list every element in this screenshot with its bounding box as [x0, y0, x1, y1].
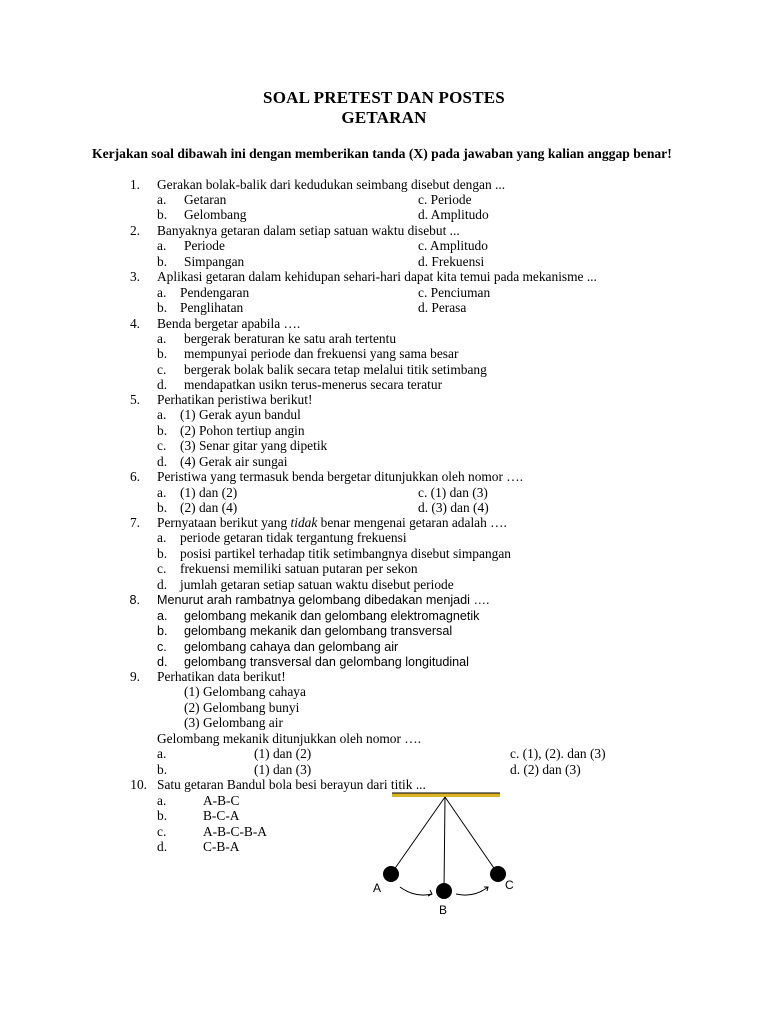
question-number: 6. [129, 469, 140, 484]
option-letter: a. [157, 485, 167, 500]
question-number: 3. [129, 269, 140, 284]
pendulum-support [392, 793, 500, 797]
option-letter: c. [157, 561, 167, 576]
question-text: Gelombang mekanik ditunjukkan oleh nomor …. [157, 731, 422, 746]
option-letter: a. [157, 331, 167, 346]
option-text: jumlah getaran setiap satuan waktu disebut periode [180, 577, 454, 592]
question-text: Gerakan bolak-balik dari kedudukan seimbang disebut dengan ... [157, 177, 506, 192]
option-text: gelombang cahaya dan gelombang air [184, 640, 399, 654]
swing-arc-right [456, 887, 488, 895]
option-b: (1) dan (3) [254, 762, 312, 777]
option-letter: a. [157, 238, 167, 253]
question-text: Perhatikan data berikut! [157, 669, 286, 684]
option-b: Gelombang [184, 207, 247, 222]
question-text-part: benar mengenai getaran adalah …. [317, 515, 507, 530]
option-letter: b. [157, 300, 168, 315]
option-c: c. Amplitudo [418, 238, 488, 253]
option-text: (1) Gerak ayun bandul [180, 407, 301, 422]
question-number: 5. [129, 392, 140, 407]
option-text: (4) Gerak air sungai [180, 454, 288, 469]
option-text: mempunyai periode dan frekuensi yang sama besar [184, 346, 459, 361]
question-number: 7. [129, 515, 140, 530]
option-text: mendapatkan usikn terus-menerus secara teratur [184, 377, 443, 392]
option-text: posisi partikel terhadap titik setimbangnya disebut simpangan [180, 546, 511, 561]
option-a: (1) dan (2) [180, 485, 238, 500]
option-letter: a. [157, 609, 168, 623]
question-text: Banyaknya getaran dalam setiap satuan waktu disebut ... [157, 223, 460, 238]
worksheet-title: SOAL PRETEST DAN POSTES [263, 88, 505, 107]
option-letter: b. [157, 254, 168, 269]
question-text [157, 515, 507, 531]
instruction-text: Kerjakan soal dibawah ini dengan memberikan tanda (X) pada jawaban yang kalian anggap benar! [92, 146, 672, 161]
question-text: Peristiwa yang termasuk benda bergetar ditunjukkan oleh nomor …. [157, 469, 524, 484]
option-text: bergerak beraturan ke satu arah tertentu [184, 331, 397, 346]
option-d: d. (3) dan (4) [418, 500, 489, 515]
question-text: Perhatikan peristiwa berikut! [157, 392, 313, 407]
label-b: B [439, 903, 448, 917]
question-number: 4. [129, 316, 140, 331]
option-a: Pendengaran [180, 285, 250, 300]
option-c: c. (1) dan (3) [418, 485, 488, 500]
option-letter: a. [157, 746, 167, 761]
question-number: 9. [129, 669, 140, 684]
option-letter: b. [157, 624, 168, 638]
option-letter: b. [157, 762, 168, 777]
question-text-part: Pernyataan berikut yang [157, 515, 291, 530]
option-letter: a. [157, 407, 167, 422]
option-letter: d. [157, 655, 168, 669]
option-letter: b. [157, 546, 168, 561]
option-text: (3) Senar gitar yang dipetik [180, 438, 328, 453]
option-text: A-B-C-B-A [203, 824, 267, 839]
option-letter: c. [157, 824, 167, 839]
option-text: periode getaran tidak tergantung frekuensi [180, 530, 407, 545]
option-letter: b. [157, 346, 168, 361]
option-c: c. Penciuman [418, 285, 491, 300]
string-c [445, 797, 498, 874]
pendulum-diagram [360, 784, 540, 924]
option-letter: b. [157, 500, 168, 515]
question-number: 8. [129, 593, 140, 607]
option-text: C-B-A [203, 839, 240, 854]
option-c: c. (1), (2). dan (3) [510, 746, 606, 761]
bob-b [436, 883, 452, 899]
option-text: gelombang mekanik dan gelombang elektromagnetik [184, 609, 480, 623]
swing-arc-left [400, 887, 432, 895]
question-number: 2. [129, 223, 140, 238]
question-text: Satu getaran Bandul bola besi berayun dari titik ... [157, 777, 426, 792]
option-d: d. (2) dan (3) [510, 762, 581, 777]
emphasis-word: tidak [290, 515, 318, 530]
option-letter: c. [157, 362, 167, 377]
option-letter: a. [157, 192, 167, 207]
option-b: Simpangan [184, 254, 245, 269]
option-text: frekuensi memiliki satuan putaran per sekon [180, 561, 418, 576]
option-a: Periode [184, 238, 225, 253]
option-letter: b. [157, 423, 168, 438]
option-c: c. Periode [418, 192, 472, 207]
option-letter: d. [157, 839, 168, 854]
question-number: 10. [130, 777, 147, 792]
option-letter: d. [157, 454, 168, 469]
option-text: gelombang mekanik dan gelombang transversal [184, 624, 453, 638]
question-text: Menurut arah rambatnya gelombang dibedakan menjadi …. [157, 593, 490, 607]
data-item: (2) Gelombang bunyi [184, 700, 300, 715]
string-b [444, 797, 445, 891]
option-b: (2) dan (4) [180, 500, 238, 515]
option-d: d. Frekuensi [418, 254, 485, 269]
label-c: C [505, 878, 514, 892]
option-letter: d. [157, 577, 168, 592]
worksheet-subtitle: GETARAN [341, 108, 427, 127]
question-text: Aplikasi getaran dalam kehidupan sehari-hari dapat kita temui pada mekanisme ... [157, 269, 597, 284]
option-letter: b. [157, 808, 168, 823]
data-item: (3) Gelombang air [184, 715, 283, 730]
option-b: Penglihatan [180, 300, 244, 315]
bob-a [383, 866, 399, 882]
option-letter: a. [157, 793, 167, 808]
option-text: A-B-C [203, 793, 240, 808]
option-letter: c. [157, 438, 167, 453]
option-text: B-C-A [203, 808, 240, 823]
option-text: (2) Pohon tertiup angin [180, 423, 305, 438]
data-item: (1) Gelombang cahaya [184, 684, 306, 699]
label-a: A [373, 881, 382, 895]
option-d: d. Perasa [418, 300, 467, 315]
option-letter: a. [157, 285, 167, 300]
option-letter: a. [157, 530, 167, 545]
option-letter: b. [157, 207, 168, 222]
option-text: gelombang transversal dan gelombang longitudinal [184, 655, 469, 669]
question-text: Benda bergetar apabila …. [157, 316, 301, 331]
question-number: 1. [129, 177, 140, 192]
option-text: bergerak bolak balik secara tetap melalui titik setimbang [184, 362, 487, 377]
option-d: d. Amplitudo [418, 207, 489, 222]
option-letter: d. [157, 377, 168, 392]
option-a: Getaran [184, 192, 227, 207]
option-a: (1) dan (2) [254, 746, 312, 761]
bob-c [490, 866, 506, 882]
option-letter: c. [157, 640, 167, 654]
string-a [391, 797, 445, 874]
